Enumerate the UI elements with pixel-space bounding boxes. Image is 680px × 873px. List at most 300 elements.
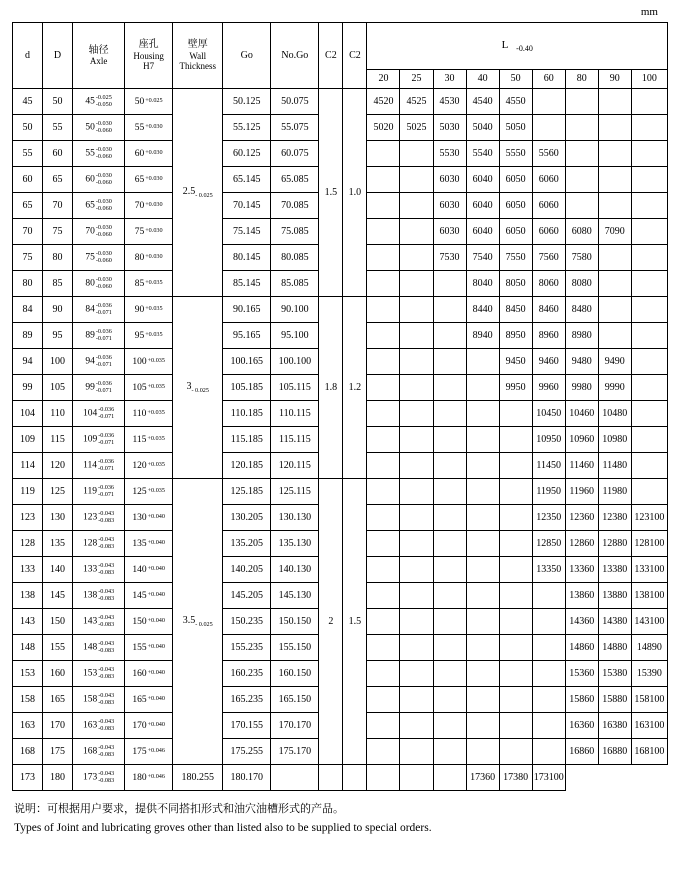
cell-go: 155.235 <box>223 635 271 661</box>
cell-L-50 <box>499 739 532 765</box>
cell-L-50: 9950 <box>499 375 532 401</box>
cell-L-100 <box>631 167 667 193</box>
cell-L-60 <box>532 635 565 661</box>
cell-axle: 45 -0.025 -0.050 <box>73 89 125 115</box>
cell-L-50 <box>499 583 532 609</box>
cell-L-80: 16360 <box>565 713 598 739</box>
cell-L-30: 6030 <box>433 167 466 193</box>
cell-L-50: 8950 <box>499 323 532 349</box>
cell-d: 80 <box>13 271 43 297</box>
cell-L-80: 15360 <box>565 661 598 687</box>
cell-L-25 <box>400 713 433 739</box>
cell-L-60: 11450 <box>532 453 565 479</box>
cell-L-80: 7580 <box>565 245 598 271</box>
cell-D: 85 <box>43 271 73 297</box>
cell-L-90: 14380 <box>598 609 631 635</box>
cell-d: 123 <box>13 505 43 531</box>
cell-D: 65 <box>43 167 73 193</box>
cell-L-60 <box>532 89 565 115</box>
cell-L-40 <box>466 427 499 453</box>
cell-L-100: 143100 <box>631 609 667 635</box>
cell-L-60: 6060 <box>532 167 565 193</box>
header-L-col-60: 60 <box>532 70 565 89</box>
cell-L-25 <box>400 557 433 583</box>
table-row <box>13 765 668 791</box>
cell-D: 100 <box>43 349 73 375</box>
cell-L-60: 9960 <box>532 375 565 401</box>
cell-L-80: 13860 <box>565 583 598 609</box>
cell-d: 75 <box>13 245 43 271</box>
cell-axle: 84 -0.036 -0.071 <box>73 297 125 323</box>
cell-L-30 <box>343 765 367 791</box>
cell-L-90: 16380 <box>598 713 631 739</box>
bearing-spec-table <box>12 22 668 791</box>
cell-d: 143 <box>13 609 43 635</box>
cell-L-50: 8450 <box>499 297 532 323</box>
cell-L-30: 5030 <box>433 115 466 141</box>
cell-L-50 <box>499 505 532 531</box>
cell-d: 128 <box>13 531 43 557</box>
cell-L-100 <box>631 141 667 167</box>
cell-c2-b: 1.5 <box>343 479 367 765</box>
cell-L-30 <box>433 401 466 427</box>
cell-go: 110.185 <box>223 401 271 427</box>
header-d: d <box>13 23 43 89</box>
cell-nogo: 80.085 <box>271 245 319 271</box>
cell-axle: 168 -0.043 -0.083 <box>73 739 125 765</box>
cell-L-50: 5050 <box>499 115 532 141</box>
cell-L-20 <box>367 531 400 557</box>
header-go: Go <box>223 23 271 89</box>
cell-L-90 <box>598 297 631 323</box>
cell-L-50 <box>400 765 433 791</box>
cell-housing: 145 +0.040 <box>125 583 173 609</box>
cell-L-60 <box>433 765 466 791</box>
cell-L-60 <box>532 661 565 687</box>
cell-axle: 148 -0.043 -0.083 <box>73 635 125 661</box>
cell-D: 115 <box>43 427 73 453</box>
cell-L-80 <box>565 141 598 167</box>
cell-L-40 <box>466 583 499 609</box>
cell-L-30: 5530 <box>433 141 466 167</box>
cell-D: 90 <box>43 297 73 323</box>
cell-nogo: 55.075 <box>271 115 319 141</box>
cell-axle: 153 -0.043 -0.083 <box>73 661 125 687</box>
header-wall-en2: Thickness <box>179 61 216 72</box>
cell-D: 155 <box>43 635 73 661</box>
cell-axle: 89 -0.036 -0.071 <box>73 323 125 349</box>
cell-L-30 <box>433 479 466 505</box>
cell-L-30 <box>433 453 466 479</box>
cell-L-90 <box>598 167 631 193</box>
header-L-col-30: 30 <box>433 70 466 89</box>
cell-housing: 155 +0.040 <box>125 635 173 661</box>
cell-L-80: 8980 <box>565 323 598 349</box>
cell-L-20 <box>367 635 400 661</box>
cell-L-25 <box>400 245 433 271</box>
cell-L-25: 5025 <box>400 115 433 141</box>
cell-L-20 <box>367 739 400 765</box>
cell-L-80: 9480 <box>565 349 598 375</box>
cell-housing: 70 +0.030 <box>125 193 173 219</box>
cell-housing: 135 +0.040 <box>125 531 173 557</box>
cell-L-80: 9980 <box>565 375 598 401</box>
cell-L-20: 4520 <box>367 89 400 115</box>
cell-nogo: 135.130 <box>271 531 319 557</box>
header-L-tolerance: -0.40 <box>516 44 533 53</box>
cell-L-25 <box>400 739 433 765</box>
cell-go: 145.205 <box>223 583 271 609</box>
cell-axle: 123 -0.043 -0.083 <box>73 505 125 531</box>
cell-nogo: 145.130 <box>271 583 319 609</box>
cell-housing: 130 +0.040 <box>125 505 173 531</box>
cell-nogo: 155.150 <box>271 635 319 661</box>
cell-nogo: 125.115 <box>271 479 319 505</box>
cell-L-80: 10960 <box>565 427 598 453</box>
header-axle-cn: 轴径 <box>88 44 109 56</box>
cell-L-20: 5020 <box>367 115 400 141</box>
cell-L-40 <box>466 453 499 479</box>
cell-L-20 <box>367 609 400 635</box>
cell-L-20 <box>367 713 400 739</box>
cell-axle: 55 -0.030 -0.060 <box>73 141 125 167</box>
cell-housing: 60 +0.030 <box>125 141 173 167</box>
header-c2-a: C2 <box>319 23 343 89</box>
cell-go: 140.205 <box>223 557 271 583</box>
cell-L-50 <box>499 557 532 583</box>
cell-L-30: 6030 <box>433 193 466 219</box>
cell-L-20 <box>367 219 400 245</box>
header-axle <box>73 23 125 89</box>
cell-go: 120.185 <box>223 453 271 479</box>
cell-go: 55.125 <box>223 115 271 141</box>
cell-axle: 80 -0.030 -0.060 <box>73 271 125 297</box>
cell-axle: 158 -0.043 -0.083 <box>73 687 125 713</box>
cell-L-20 <box>367 271 400 297</box>
cell-L-90: 16880 <box>598 739 631 765</box>
cell-housing: 160 +0.040 <box>125 661 173 687</box>
cell-c2-a: 1.5 <box>319 89 343 297</box>
cell-d: 163 <box>13 713 43 739</box>
cell-L-80: 10460 <box>565 401 598 427</box>
cell-d: 70 <box>13 219 43 245</box>
cell-L-90: 15880 <box>598 687 631 713</box>
cell-L-40: 4540 <box>466 89 499 115</box>
cell-housing: 175 +0.046 <box>125 739 173 765</box>
cell-L-100: 173100 <box>532 765 565 791</box>
table-row <box>13 479 668 505</box>
cell-L-100 <box>631 271 667 297</box>
cell-go: 125.185 <box>223 479 271 505</box>
cell-D: 175 <box>43 739 73 765</box>
cell-axle: 99 -0.036 -0.071 <box>73 375 125 401</box>
cell-go: 115.185 <box>223 427 271 453</box>
cell-L-80 <box>565 193 598 219</box>
cell-L-100 <box>631 479 667 505</box>
cell-L-100 <box>631 89 667 115</box>
cell-wall: $2.5_{- 0.025}$ <box>173 89 223 297</box>
cell-housing: 165 +0.040 <box>125 687 173 713</box>
cell-go: 135.205 <box>223 531 271 557</box>
header-L-col-50: 50 <box>499 70 532 89</box>
cell-housing: 65 +0.030 <box>125 167 173 193</box>
cell-L-20 <box>367 141 400 167</box>
cell-L-90: 13880 <box>598 583 631 609</box>
cell-L-90: 10980 <box>598 427 631 453</box>
cell-c2-b: 1.2 <box>343 297 367 479</box>
cell-L-20 <box>367 661 400 687</box>
cell-go: 105.185 <box>223 375 271 401</box>
cell-L-25 <box>400 609 433 635</box>
cell-L-30 <box>433 323 466 349</box>
cell-D: 135 <box>43 531 73 557</box>
cell-L-25 <box>400 583 433 609</box>
cell-L-30: 7530 <box>433 245 466 271</box>
cell-L-100: 14890 <box>631 635 667 661</box>
cell-L-50 <box>499 609 532 635</box>
cell-L-60: 5560 <box>532 141 565 167</box>
cell-d: 84 <box>13 297 43 323</box>
cell-L-30 <box>433 609 466 635</box>
cell-L-20 <box>367 427 400 453</box>
cell-L-80 <box>565 115 598 141</box>
cell-L-25 <box>400 375 433 401</box>
cell-L-80: 15860 <box>565 687 598 713</box>
cell-L-60: 6060 <box>532 219 565 245</box>
cell-L-90 <box>598 323 631 349</box>
cell-L-20 <box>367 557 400 583</box>
cell-L-25 <box>400 401 433 427</box>
cell-L-80: 6080 <box>565 219 598 245</box>
cell-d: 173 <box>13 765 43 791</box>
cell-d: 114 <box>13 453 43 479</box>
cell-L-25 <box>400 635 433 661</box>
cell-d: 138 <box>13 583 43 609</box>
cell-d: 158 <box>13 687 43 713</box>
cell-L-30 <box>433 687 466 713</box>
cell-go: 150.235 <box>223 609 271 635</box>
cell-c2-a: 1.8 <box>319 297 343 479</box>
cell-L-30 <box>433 375 466 401</box>
cell-L-50 <box>499 661 532 687</box>
header-nogo: No.Go <box>271 23 319 89</box>
cell-L-20 <box>367 245 400 271</box>
header-L-col-100: 100 <box>631 70 667 89</box>
cell-L-20 <box>367 687 400 713</box>
cell-housing: 150 +0.040 <box>125 609 173 635</box>
cell-nogo: 110.115 <box>271 401 319 427</box>
header-c2-b: C2 <box>343 23 367 89</box>
cell-housing: 105 +0.035 <box>125 375 173 401</box>
cell-axle: 133 -0.043 -0.083 <box>73 557 125 583</box>
cell-L-40 <box>466 479 499 505</box>
cell-housing: 95 +0.035 <box>125 323 173 349</box>
cell-L-100 <box>631 427 667 453</box>
cell-D: 140 <box>43 557 73 583</box>
cell-L-90: 12380 <box>598 505 631 531</box>
cell-housing: 90 +0.035 <box>125 297 173 323</box>
cell-nogo: 175.170 <box>271 739 319 765</box>
header-housing <box>125 23 173 89</box>
cell-L-30 <box>433 271 466 297</box>
header-wall <box>173 23 223 89</box>
cell-axle: 75 -0.030 -0.060 <box>73 245 125 271</box>
table-header <box>13 23 668 89</box>
cell-L-60: 12350 <box>532 505 565 531</box>
cell-d: 153 <box>13 661 43 687</box>
cell-axle: 94 -0.036 -0.071 <box>73 349 125 375</box>
cell-d: 45 <box>13 89 43 115</box>
cell-L-90: 11480 <box>598 453 631 479</box>
cell-L-100: 128100 <box>631 531 667 557</box>
cell-L-30 <box>433 661 466 687</box>
cell-axle: 104 -0.036 -0.071 <box>73 401 125 427</box>
cell-D: 170 <box>43 713 73 739</box>
cell-D: 160 <box>43 661 73 687</box>
cell-axle: 128 -0.043 -0.083 <box>73 531 125 557</box>
cell-go: 70.145 <box>223 193 271 219</box>
cell-d: 65 <box>13 193 43 219</box>
cell-L-40: 8040 <box>466 271 499 297</box>
cell-go: 170.155 <box>223 713 271 739</box>
cell-housing: 55 +0.030 <box>125 115 173 141</box>
cell-L-50 <box>499 479 532 505</box>
cell-D: 80 <box>43 245 73 271</box>
cell-nogo: 105.115 <box>271 375 319 401</box>
cell-wall: $3.5_{- 0.025}$ <box>173 479 223 765</box>
cell-L-25 <box>319 765 343 791</box>
cell-L-20 <box>367 349 400 375</box>
cell-go: 180.255 <box>173 765 223 791</box>
cell-L-25 <box>400 505 433 531</box>
cell-d: 148 <box>13 635 43 661</box>
cell-housing: 50 +0.025 <box>125 89 173 115</box>
cell-L-100: 158100 <box>631 687 667 713</box>
header-L-col-25: 25 <box>400 70 433 89</box>
cell-d: 94 <box>13 349 43 375</box>
cell-L-40 <box>466 349 499 375</box>
cell-go: 75.145 <box>223 219 271 245</box>
cell-L-40: 6040 <box>466 219 499 245</box>
cell-L-40 <box>466 661 499 687</box>
cell-L-40 <box>466 375 499 401</box>
cell-L-80: 17360 <box>466 765 499 791</box>
cell-L-60: 9460 <box>532 349 565 375</box>
cell-housing: 80 +0.030 <box>125 245 173 271</box>
header-housing-en: Housing <box>133 50 164 61</box>
cell-L-60: 10450 <box>532 401 565 427</box>
cell-go: 65.145 <box>223 167 271 193</box>
cell-axle: 143 -0.043 -0.083 <box>73 609 125 635</box>
cell-L-20 <box>367 453 400 479</box>
cell-L-100: 163100 <box>631 713 667 739</box>
cell-L-80: 8080 <box>565 271 598 297</box>
cell-L-100 <box>631 349 667 375</box>
cell-L-25 <box>400 661 433 687</box>
cell-L-90 <box>598 245 631 271</box>
cell-nogo: 180.170 <box>223 765 271 791</box>
cell-L-50 <box>499 713 532 739</box>
header-L-col-40: 40 <box>466 70 499 89</box>
cell-L-50 <box>499 635 532 661</box>
cell-L-30 <box>433 583 466 609</box>
cell-nogo: 120.115 <box>271 453 319 479</box>
cell-L-60 <box>532 739 565 765</box>
header-wall-en: Wall <box>189 50 207 61</box>
cell-go: 80.145 <box>223 245 271 271</box>
cell-nogo: 170.170 <box>271 713 319 739</box>
header-axle-en: Axle <box>89 56 108 67</box>
cell-L-80: 8480 <box>565 297 598 323</box>
cell-L-30 <box>433 739 466 765</box>
cell-L-100: 168100 <box>631 739 667 765</box>
cell-go: 50.125 <box>223 89 271 115</box>
cell-L-50 <box>499 453 532 479</box>
cell-L-90 <box>598 141 631 167</box>
cell-nogo: 130.130 <box>271 505 319 531</box>
cell-L-90 <box>598 193 631 219</box>
cell-L-25 <box>400 297 433 323</box>
cell-L-80: 14860 <box>565 635 598 661</box>
cell-c2-b: 1.0 <box>343 89 367 297</box>
cell-nogo: 90.100 <box>271 297 319 323</box>
cell-L-80: 12360 <box>565 505 598 531</box>
cell-L-40 <box>466 505 499 531</box>
cell-axle: 60 -0.030 -0.060 <box>73 167 125 193</box>
cell-L-50: 6050 <box>499 167 532 193</box>
header-L-col-90: 90 <box>598 70 631 89</box>
cell-L-25 <box>400 349 433 375</box>
cell-L-100: 138100 <box>631 583 667 609</box>
unit-label: mm <box>640 6 658 18</box>
header-L-group <box>367 23 668 70</box>
cell-D: 95 <box>43 323 73 349</box>
cell-axle: 173 -0.043 -0.083 <box>73 765 125 791</box>
cell-nogo: 75.085 <box>271 219 319 245</box>
cell-L-50: 5550 <box>499 141 532 167</box>
cell-L-90: 9990 <box>598 375 631 401</box>
cell-housing: 100 +0.035 <box>125 349 173 375</box>
cell-L-25 <box>400 531 433 557</box>
cell-L-30 <box>433 505 466 531</box>
cell-L-90: 13380 <box>598 557 631 583</box>
cell-L-90 <box>598 271 631 297</box>
cell-L-25 <box>400 167 433 193</box>
cell-L-50: 6050 <box>499 219 532 245</box>
cell-L-30 <box>433 531 466 557</box>
cell-L-90: 15380 <box>598 661 631 687</box>
cell-go: 90.165 <box>223 297 271 323</box>
cell-D: 180 <box>43 765 73 791</box>
cell-L-40: 6040 <box>466 193 499 219</box>
note-chinese: 说明：可根据用户要求，提供不同搭扣形式和油穴油槽形式的产品。 <box>14 802 344 815</box>
cell-D: 165 <box>43 687 73 713</box>
cell-L-25 <box>400 219 433 245</box>
cell-L-50: 9450 <box>499 349 532 375</box>
cell-L-40 <box>466 739 499 765</box>
cell-L-100 <box>631 453 667 479</box>
cell-go: 60.125 <box>223 141 271 167</box>
cell-L-20 <box>367 505 400 531</box>
cell-nogo: 160.150 <box>271 661 319 687</box>
cell-L-80: 13360 <box>565 557 598 583</box>
cell-axle: 70 -0.030 -0.060 <box>73 219 125 245</box>
cell-L-25 <box>400 193 433 219</box>
cell-nogo: 165.150 <box>271 687 319 713</box>
header-L-symbol: L <box>501 38 508 51</box>
cell-L-40 <box>466 401 499 427</box>
cell-L-100: 123100 <box>631 505 667 531</box>
